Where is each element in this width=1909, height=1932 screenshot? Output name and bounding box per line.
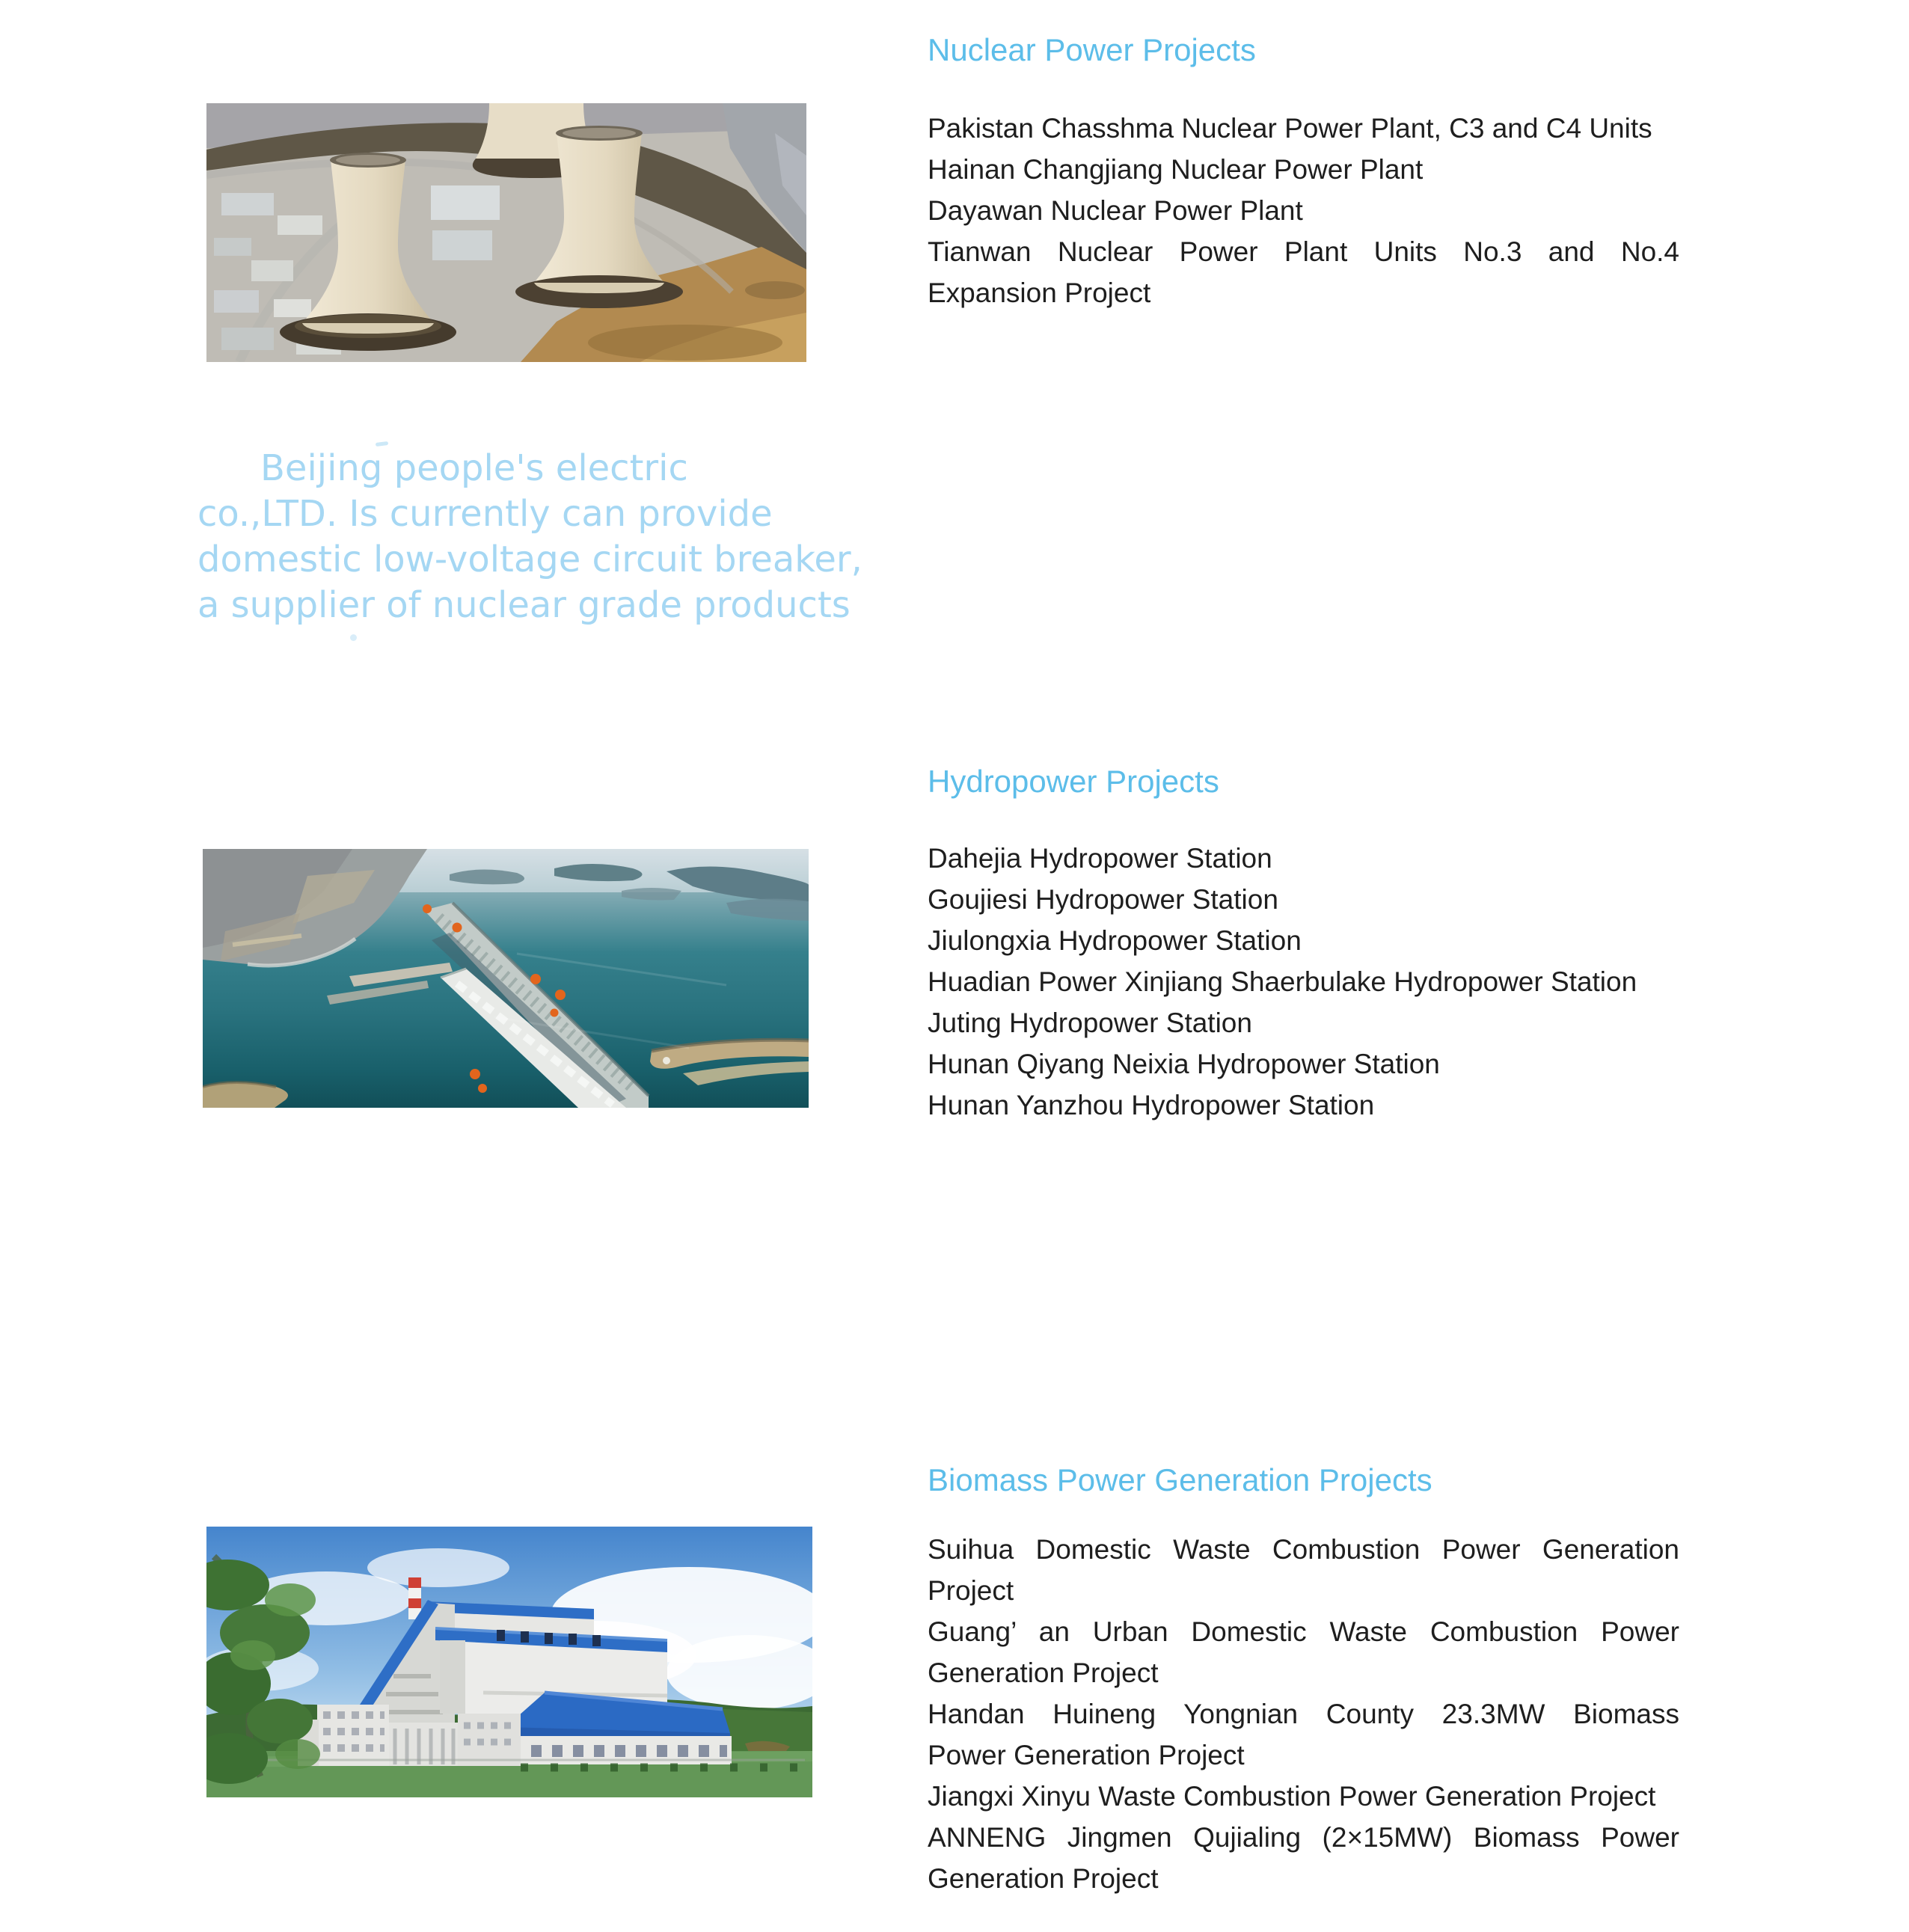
- project-item: [928, 838, 1679, 879]
- project-item: [928, 149, 1679, 190]
- project-line: Juting Hydropower Station: [928, 1008, 1252, 1038]
- project-line: Hainan Changjiang Nuclear Power Plant: [928, 154, 1424, 185]
- project-line: Generation Project: [928, 1657, 1159, 1688]
- project-line: ANNENG Jingmen Qujialing (2×15MW) Biomass Power: [928, 1822, 1679, 1853]
- nuclear-power-plant-photo: [206, 103, 806, 362]
- project-line: Goujiesi Hydropower Station: [928, 884, 1278, 915]
- biomass-project-list: [928, 1529, 1679, 1899]
- project-item: [928, 1817, 1679, 1899]
- project-item: [928, 190, 1679, 231]
- project-line: Project: [928, 1575, 1014, 1606]
- intro-line: domestic low-voltage circuit breaker,: [197, 539, 862, 580]
- project-line: Handan Huineng Yongnian County 23.3MW Biomass: [928, 1699, 1679, 1729]
- project-item: [928, 1693, 1679, 1776]
- project-line: Tianwan Nuclear Power Plant Units No.3 and No.4: [928, 236, 1679, 267]
- project-item: [928, 1085, 1679, 1126]
- project-item: [928, 108, 1679, 149]
- project-line: Power Generation Project: [928, 1740, 1245, 1770]
- intro-line: Beijing people's electric: [260, 447, 688, 489]
- project-item: [928, 1002, 1679, 1043]
- intro-paragraph: [197, 446, 1050, 628]
- nuclear-project-list: [928, 108, 1679, 313]
- intro-line: co.,LTD. Is currently can provide: [197, 493, 773, 535]
- project-item: [928, 961, 1679, 1002]
- project-item: [928, 879, 1679, 920]
- stray-mark: [350, 634, 357, 641]
- nuclear-section-heading: Nuclear Power Projects: [928, 32, 1256, 67]
- intro-line: a supplier of nuclear grade products: [197, 584, 851, 626]
- project-line: Dahejia Hydropower Station: [928, 843, 1272, 874]
- project-line: Jiangxi Xinyu Waste Combustion Power Generation Project: [928, 1781, 1656, 1812]
- project-line: Expansion Project: [928, 277, 1151, 308]
- hydropower-section-heading: Hydropower Projects: [928, 764, 1219, 799]
- project-item: [928, 1776, 1679, 1817]
- project-item: [928, 1529, 1679, 1611]
- project-item: [928, 1043, 1679, 1085]
- project-line: Generation Project: [928, 1863, 1159, 1894]
- project-item: [928, 1611, 1679, 1693]
- project-item: [928, 920, 1679, 961]
- biomass-power-plant-photo: [206, 1527, 812, 1797]
- project-line: Hunan Yanzhou Hydropower Station: [928, 1090, 1375, 1120]
- project-line: Pakistan Chasshma Nuclear Power Plant, C3 and C4 Units: [928, 113, 1652, 144]
- hydropower-dam-photo: [203, 849, 809, 1108]
- project-line: Guang’ an Urban Domestic Waste Combustion Power: [928, 1616, 1679, 1647]
- project-line: Huadian Power Xinjiang Shaerbulake Hydropower Station: [928, 966, 1637, 997]
- project-line: Suihua Domestic Waste Combustion Power Generation: [928, 1534, 1679, 1565]
- project-line: Hunan Qiyang Neixia Hydropower Station: [928, 1049, 1440, 1079]
- project-line: Dayawan Nuclear Power Plant: [928, 195, 1303, 226]
- project-line: Jiulongxia Hydropower Station: [928, 925, 1302, 956]
- hydropower-project-list: [928, 838, 1679, 1126]
- project-item: [928, 231, 1679, 313]
- biomass-section-heading: Biomass Power Generation Projects: [928, 1462, 1432, 1497]
